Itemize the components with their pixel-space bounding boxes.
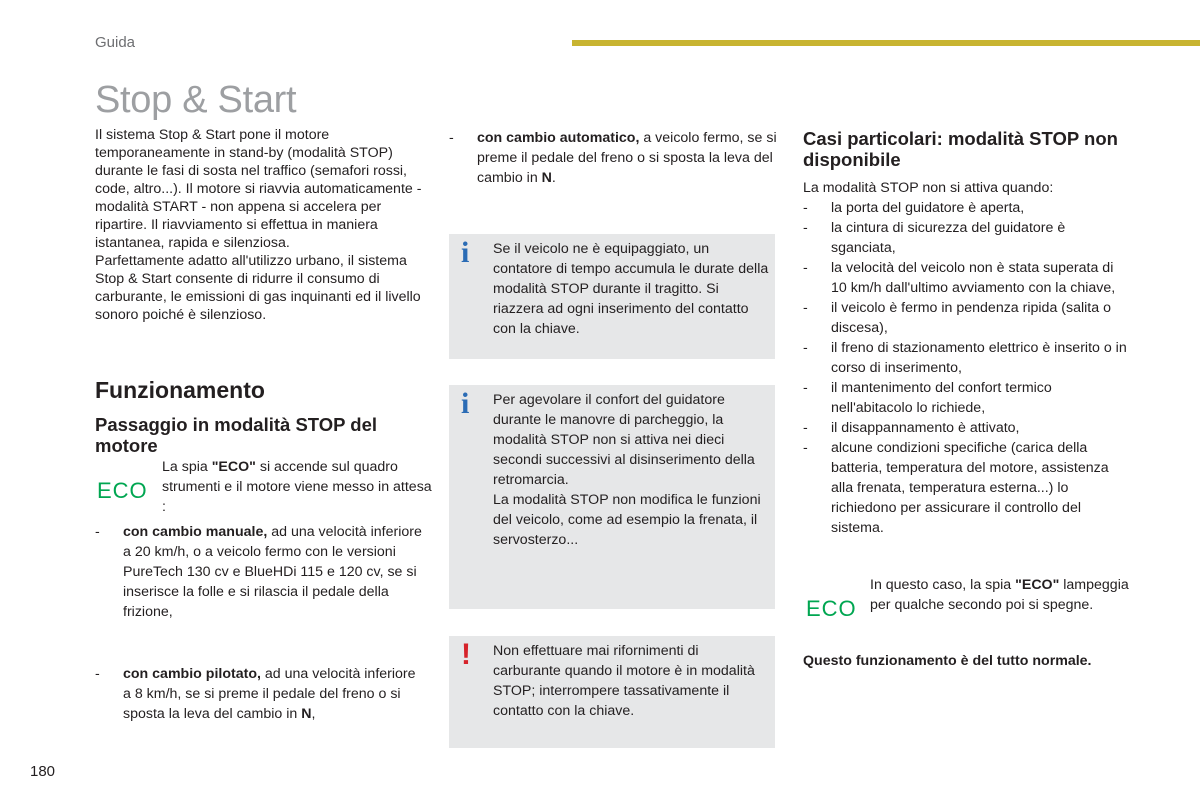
eco-icon-graphic: [96, 479, 150, 501]
section-label: Guida: [95, 34, 136, 51]
list-item: - la porta del guidatore è aperta,: [803, 200, 1025, 216]
info-note-text: Se il veicolo ne è equipaggiato, un contatore di tempo accumula le durate della modalità STOP durante il tragitto. Si riazzera ad ogni inserimento del contatto con la chiave.: [493, 241, 769, 337]
intro-paragraph: Il sistema Stop & Start pone il motore temporaneamente in stand-by (modalità STOP) durante le fasi di sosta nel traffico (semafori rossi, code, altro...). Il motore si riavvia automaticamente - modalità START - non appena si accelera per ripartire. Il riavviamento si effettua in maniera istantanea, rapida e silenziosa.: [95, 127, 422, 251]
list-item: - il mantenimento del confort termico nell'abitacolo lo richiede,: [803, 380, 1052, 416]
eco-blinking-text: In questo caso, la spia "ECO" lampeggia per qualche secondo poi si spegne.: [870, 577, 1129, 613]
list-item: - la velocità del veicolo non è stata superata di 10 km/h dall'ultimo avviamento con la chiave,: [803, 260, 1116, 296]
list-item: - il disappannamento è attivato,: [803, 420, 1020, 436]
info-note-box: [449, 385, 775, 609]
subheading-casi-particolari: Casi particolari: modalità STOP non disponibile: [803, 128, 1118, 170]
list-item-piloted-gearbox: - con cambio pilotato, ad una velocità inferiore a 8 km/h, se si preme il pedale del freno o si sposta la leva del cambio in N,: [95, 666, 416, 722]
info-icon: i: [461, 387, 470, 420]
list-item: - il freno di stazionamento elettrico è inserito o in corso di inserimento,: [803, 340, 1127, 376]
warning-note-text: Non effettuare mai rifornimenti di carburante quando il motore è in modalità STOP; interrompere tassativamente il contatto con la chiave.: [493, 643, 755, 719]
info-note-box: [449, 234, 775, 359]
intro-text: [95, 126, 435, 324]
list-item: - il veicolo è fermo in pendenza ripida (salita o discesa),: [803, 300, 1111, 336]
list-item: - la cintura di sicurezza del guidatore è sganciata,: [803, 220, 1066, 256]
eco-indicator-text: La spia "ECO" si accende sul quadro strumenti e il motore viene messo in attesa :: [162, 459, 432, 515]
warning-note-box: [449, 636, 775, 748]
list-item: - alcune condizioni specifiche (carica della batteria, temperatura del motore, assistenza alla frenata, temperatura esterna...) lo richiedono per assicurare il controllo del sistema.: [803, 440, 1109, 536]
list-item-automatic-gearbox: - con cambio automatico, a veicolo fermo, se si preme il pedale del freno o si sposta la leva del cambio in N.: [449, 130, 777, 186]
eco-icon-graphic: [805, 597, 859, 619]
svg-text:ECO: ECO: [806, 597, 857, 619]
warning-icon: !: [461, 638, 471, 671]
casi-intro: La modalità STOP non si attiva quando:: [803, 180, 1054, 196]
eco-icon: [805, 597, 859, 619]
page-title: Stop & Start: [95, 79, 297, 121]
intro-paragraph: Parfettamente adatto all'utilizzo urbano, il sistema Stop & Start consente di ridurre il consumo di carburante, le emissioni di gas inquinanti ed il livello sonoro poiché è silenzioso.: [95, 253, 421, 323]
subheading-passaggio-stop: Passaggio in modalità STOP del motore: [95, 414, 378, 456]
normal-operation-note: Questo funzionamento è del tutto normale.: [803, 653, 1092, 669]
page-number: 180: [30, 763, 56, 780]
conditions-list: [803, 198, 1133, 538]
list-item-manual-gearbox: - con cambio manuale, ad una velocità inferiore a 20 km/h, o a veicolo fermo con le versioni PureTech 130 cv e BlueHDi 115 e 120 cv, se si inserisce la folle e si rilascia il pedale della frizione,: [95, 524, 422, 620]
section-heading-funzionamento: Funzionamento: [95, 377, 265, 403]
svg-text:ECO: ECO: [97, 479, 148, 501]
header-accent-bar: [572, 40, 1200, 46]
info-note-text: Per agevolare il confort del guidatore durante le manovre di parcheggio, la modalità STOP non si attiva nei dieci secondi successivi al disinserimento della retromarcia. La modalità STOP non modifica le funzioni del veicolo, come ad esempio la frenata, il servosterzo...: [493, 392, 761, 548]
eco-icon: [96, 479, 150, 501]
info-icon: i: [461, 236, 470, 269]
